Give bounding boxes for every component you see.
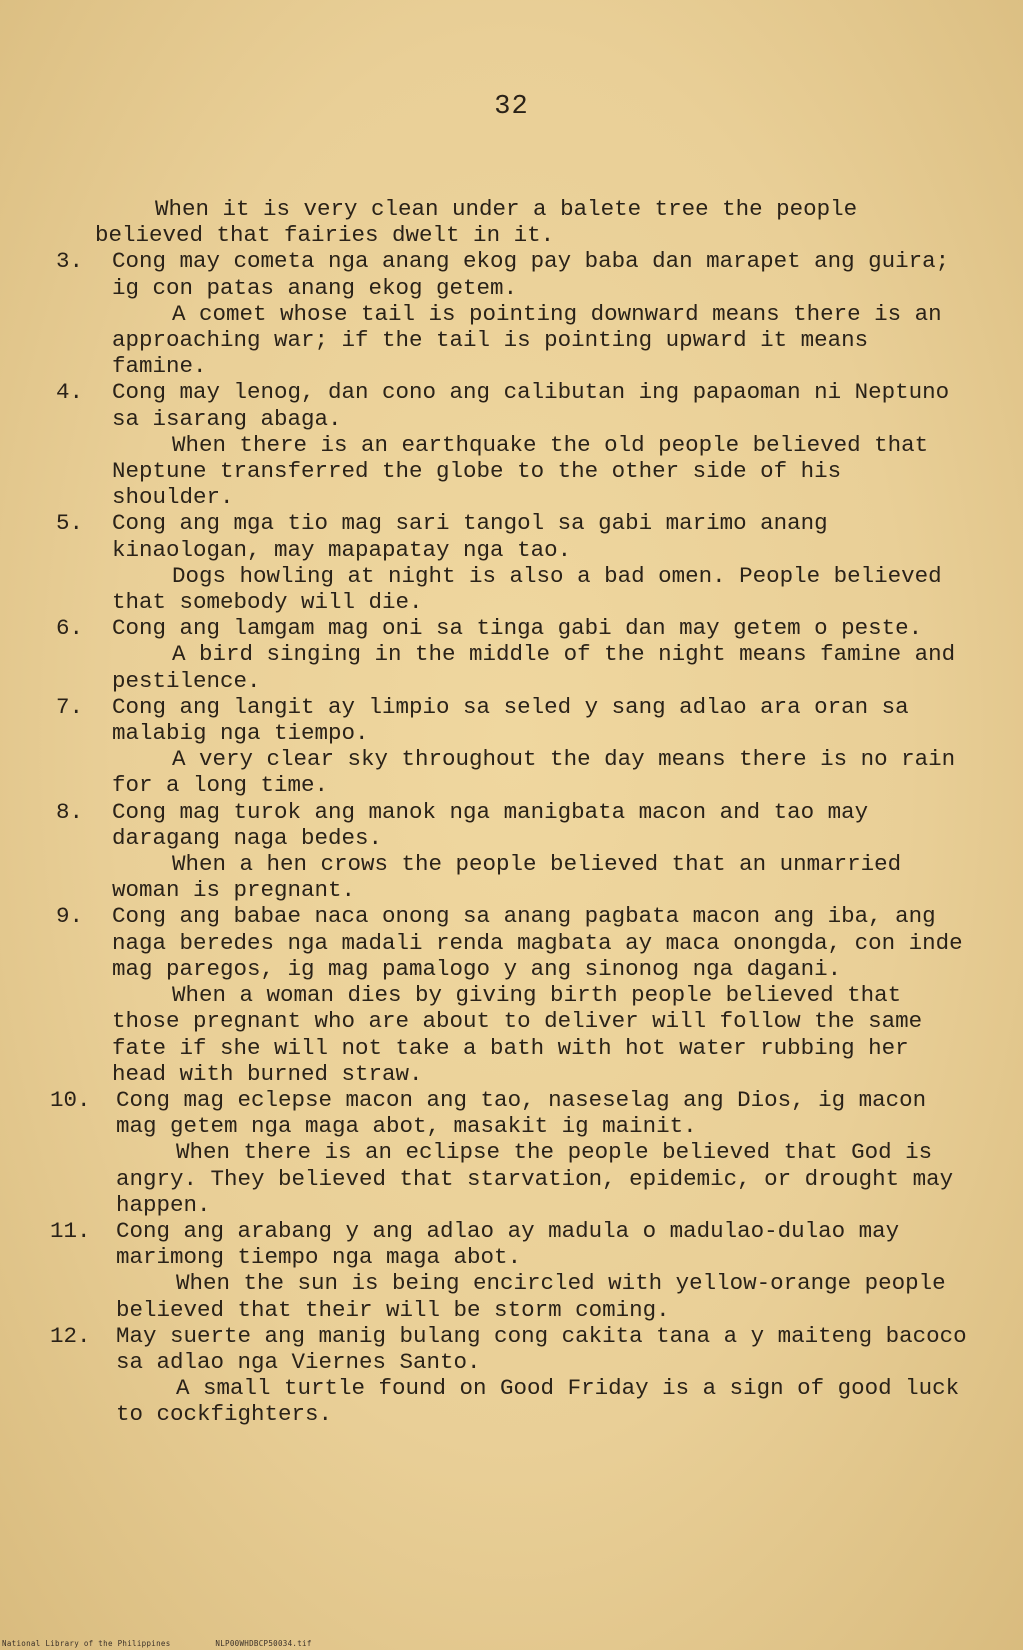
document-body <box>50 196 970 1428</box>
item-translation: When there is an earthquake the old people believed that Neptune transferred the globe to the other side of his shoulder. <box>112 431 929 511</box>
item-number: 9. <box>56 903 84 930</box>
item-number: 5. <box>56 510 84 537</box>
item-original-text: Cong mag turok ang manok nga manigbata macon and tao may daragang naga bedes. <box>112 798 869 851</box>
item-number: 7. <box>56 693 84 720</box>
item-number: 6. <box>56 615 84 642</box>
list-item <box>50 694 970 799</box>
item-number: 10. <box>50 1086 91 1113</box>
list-item <box>50 1087 970 1218</box>
item-translation: When there is an eclipse the people believed that God is angry. They believed that starvation, epidemic, or drought may happen. <box>116 1139 954 1218</box>
item-original-text: Cong mag eclepse macon ang tao, naseselag ang Dios, ig macon mag getem nga maga abot, masakit ig mainit. <box>116 1086 927 1140</box>
item-original-text: Cong ang mga tio mag sari tangol sa gabi marimo anang kinaologan, may mapapatay nga tao. <box>112 510 828 563</box>
list-item <box>50 615 970 694</box>
list-item <box>50 510 970 615</box>
item-translation: Dogs howling at night is also a bad omen. People believed that somebody will die. <box>112 562 942 616</box>
item-translation: When a hen crows the people believed that an unmarried woman is pregnant. <box>112 851 902 904</box>
footer-filename: NLP00WHDBCP50034.tif <box>215 1639 312 1648</box>
footer-library: National Library of the Philippines <box>2 1639 171 1648</box>
list-item <box>50 379 970 510</box>
item-number: 3. <box>56 248 84 275</box>
page-number: 32 <box>494 92 529 122</box>
item-number: 4. <box>56 379 84 406</box>
item-translation: A bird singing in the middle of the night means famine and pestilence. <box>112 641 956 694</box>
item-original-text: Cong ang babae naca onong sa anang pagbata macon ang iba, ang naga beredes nga madali renda magbata ay maca onongda, con inde mag paregos, ig mag pamalogo y ang sinonog nga dagani. <box>112 903 963 982</box>
item-translation: When the sun is being encircled with yellow-orange people believed that their will be storm coming. <box>116 1270 946 1323</box>
list-item <box>50 903 970 1086</box>
item-original-text: May suerte ang manig bulang cong cakita tana a y maiteng bacoco sa adlao nga Viernes Santo. <box>116 1322 967 1375</box>
item-original-text: Cong ang arabang y ang adlao ay madula o madulao-dulao may marimong tiempo nga maga abot. <box>116 1217 900 1271</box>
item-number: 12. <box>50 1322 91 1349</box>
archive-footer <box>2 1639 1002 1648</box>
intro-paragraph: When it is very clean under a balete tree the people believed that fairies dwelt in it. <box>95 196 858 249</box>
item-original-text: Cong ang lamgam mag oni sa tinga gabi dan may getem o peste. <box>112 615 923 642</box>
item-original-text: Cong may lenog, dan cono ang calibutan ing papaoman ni Neptuno sa isarang abaga. <box>112 379 950 432</box>
item-original-text: Cong may cometa nga anang ekog pay baba dan marapet ang guira; ig con patas anang ekog getem. <box>112 248 950 301</box>
list-item <box>50 1323 970 1428</box>
list-item <box>50 1218 970 1323</box>
item-number: 8. <box>56 798 84 825</box>
list-item <box>50 248 970 379</box>
item-translation: A comet whose tail is pointing downward means there is an approaching war; if the tail is pointing upward it means famine. <box>112 300 942 380</box>
item-number: 11. <box>50 1217 91 1244</box>
item-original-text: Cong ang langit ay limpio sa seled y sang adlao ara oran sa malabig nga tiempo. <box>112 693 909 747</box>
item-translation: A very clear sky throughout the day means there is no rain for a long time. <box>112 746 956 799</box>
list-item <box>50 799 970 904</box>
item-translation: A small turtle found on Good Friday is a sign of good luck to cockfighters. <box>116 1375 960 1428</box>
item-translation: When a woman dies by giving birth people believed that those pregnant who are about to deliver will follow the same fate if she will not take a bath with hot water rubbing her head with burned straw. <box>112 982 923 1087</box>
